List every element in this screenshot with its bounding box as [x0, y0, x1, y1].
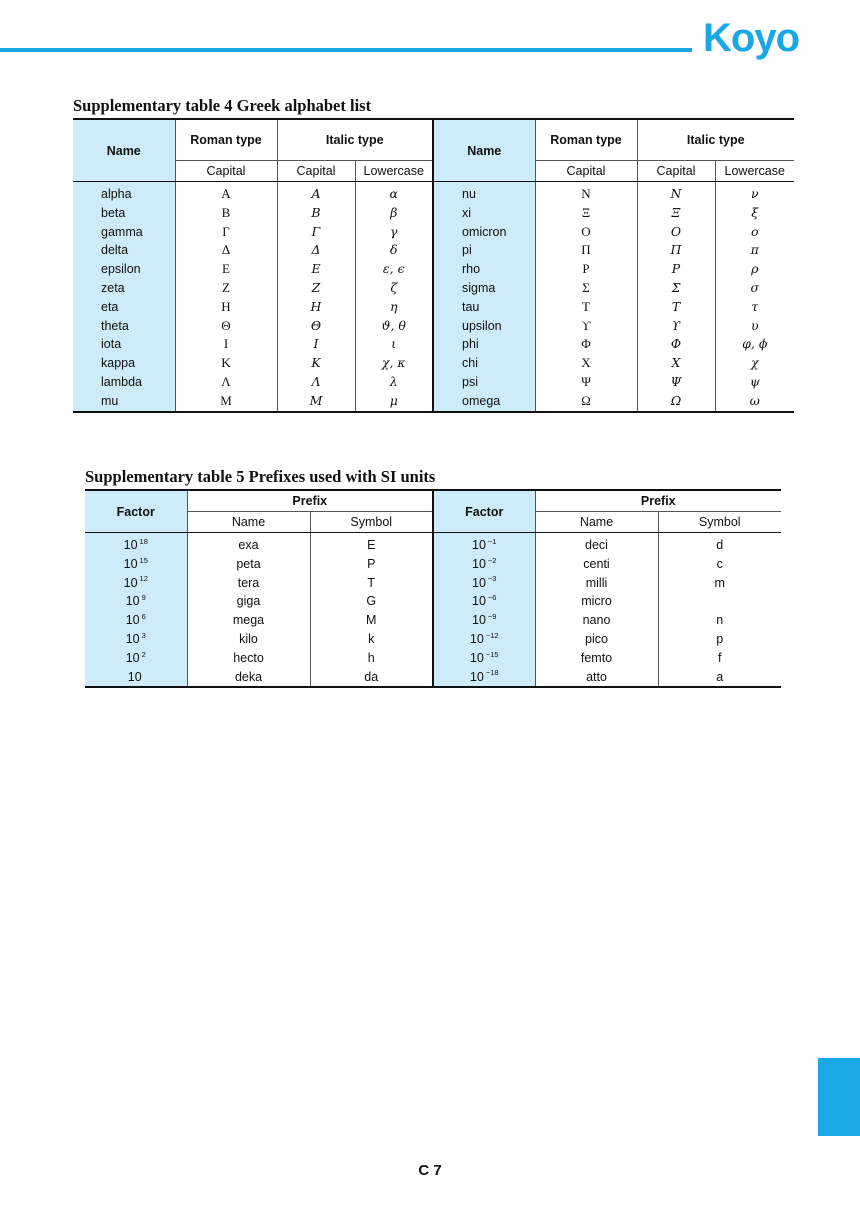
italic-capital: Ι [277, 335, 355, 354]
table-row [73, 260, 794, 279]
factor-base: 10 [125, 650, 140, 665]
roman-capital: Τ [535, 298, 637, 317]
factor-base: 10 [469, 669, 484, 684]
italic-lowercase: ρ [715, 260, 794, 279]
greek-letter-name: rho [433, 260, 535, 279]
header-italic-type: Italic type [637, 119, 794, 161]
italic-lowercase: ω [715, 392, 794, 412]
italic-lowercase: τ [715, 298, 794, 317]
prefix-symbol: c [658, 555, 781, 574]
header-prefix: Prefix [535, 490, 781, 512]
italic-capital: Δ [277, 241, 355, 260]
italic-lowercase: ψ [715, 373, 794, 392]
italic-capital: Π [637, 241, 715, 260]
italic-lowercase: χ [715, 354, 794, 373]
factor-exponent: 15 [139, 555, 148, 565]
factor-base: 10 [469, 650, 484, 665]
italic-capital: Ω [637, 392, 715, 412]
si-table-title: Supplementary table 5 Prefixes used with SI units [85, 467, 436, 486]
roman-capital: Ζ [175, 279, 277, 298]
header-factor: Factor [85, 490, 187, 533]
italic-capital: Τ [637, 298, 715, 317]
roman-capital: ϒ [535, 317, 637, 336]
factor-base: 10 [123, 538, 138, 552]
italic-capital: Ζ [277, 279, 355, 298]
table-row [85, 611, 781, 630]
factor-exponent: −2 [487, 555, 497, 565]
italic-capital: Γ [277, 223, 355, 242]
greek-letter-name: xi [433, 204, 535, 223]
roman-capital: Ε [175, 260, 277, 279]
prefix-symbol: M [310, 611, 433, 630]
factor-base: 10 [472, 594, 486, 609]
prefix-symbol: G [310, 592, 433, 611]
prefix-symbol: P [310, 555, 433, 574]
italic-capital: Η [277, 298, 355, 317]
header-name: Name [433, 119, 535, 182]
italic-lowercase: ξ [715, 204, 794, 223]
factor-exponent: −1 [487, 536, 497, 546]
italic-capital: Θ [277, 317, 355, 336]
roman-capital: Ν [535, 182, 637, 204]
prefix-symbol [658, 592, 781, 611]
factor-base: 10 [125, 594, 140, 609]
italic-lowercase: β [355, 204, 433, 223]
italic-lowercase: ϑ, θ [355, 317, 433, 336]
prefix-symbol: a [658, 668, 781, 688]
factor-base: 10 [125, 631, 140, 646]
prefix-name: exa [187, 533, 310, 555]
table-row [85, 574, 781, 593]
table-row [73, 335, 794, 354]
prefix-name: kilo [187, 630, 310, 649]
table-row [73, 223, 794, 242]
factor-cell [433, 555, 535, 574]
greek-letter-name: eta [73, 298, 175, 317]
italic-lowercase: γ [355, 223, 433, 242]
header-prefix-symbol: Symbol [658, 512, 781, 533]
factor-exponent: −6 [487, 593, 497, 603]
greek-letter-name: alpha [73, 182, 175, 204]
factor-exponent: 12 [139, 574, 148, 584]
greek-alphabet-table [73, 118, 794, 413]
roman-capital: Λ [175, 373, 277, 392]
greek-letter-name: zeta [73, 279, 175, 298]
italic-capital: Ν [637, 182, 715, 204]
header-lowercase: Lowercase [715, 161, 794, 182]
header-name: Name [73, 119, 175, 182]
prefix-symbol: n [658, 611, 781, 630]
roman-capital: Η [175, 298, 277, 317]
factor-exponent: −12 [485, 630, 499, 640]
table-row [73, 354, 794, 373]
roman-capital: Μ [175, 392, 277, 412]
italic-capital: Ε [277, 260, 355, 279]
prefix-name: deka [187, 668, 310, 688]
italic-capital: Μ [277, 392, 355, 412]
header-prefix-symbol: Symbol [310, 512, 433, 533]
italic-lowercase: ε, ϵ [355, 260, 433, 279]
factor-cell [85, 533, 187, 555]
italic-capital: Λ [277, 373, 355, 392]
greek-table-title: Supplementary table 4 Greek alphabet list [73, 96, 372, 115]
factor-cell [85, 630, 187, 649]
prefix-name: tera [187, 574, 310, 593]
factor-cell [433, 668, 535, 688]
roman-capital: Β [175, 204, 277, 223]
factor-exponent: −3 [487, 574, 497, 584]
factor-cell [85, 668, 187, 688]
prefix-name: peta [187, 555, 310, 574]
roman-capital: Δ [175, 241, 277, 260]
factor-base: 10 [472, 613, 486, 628]
prefix-name: femto [535, 649, 658, 668]
roman-capital: Ω [535, 392, 637, 412]
header-capital: Capital [277, 161, 355, 182]
greek-letter-name: upsilon [433, 317, 535, 336]
roman-capital: Ο [535, 223, 637, 242]
italic-capital: Σ [637, 279, 715, 298]
roman-capital: Ψ [535, 373, 637, 392]
header-capital: Capital [175, 161, 277, 182]
table-row [73, 182, 794, 204]
roman-capital: Ξ [535, 204, 637, 223]
prefix-symbol: da [310, 668, 433, 688]
greek-letter-name: mu [73, 392, 175, 412]
italic-capital: ϒ [637, 317, 715, 336]
prefix-symbol: p [658, 630, 781, 649]
prefix-symbol: d [658, 533, 781, 555]
greek-letter-name: epsilon [73, 260, 175, 279]
roman-capital: Α [175, 182, 277, 204]
italic-lowercase: λ [355, 373, 433, 392]
table-row [85, 592, 781, 611]
italic-capital: Κ [277, 354, 355, 373]
factor-exponent: 9 [141, 593, 146, 603]
greek-letter-name: gamma [73, 223, 175, 242]
table-row [85, 668, 781, 688]
italic-lowercase: ο [715, 223, 794, 242]
header-capital: Capital [637, 161, 715, 182]
italic-capital: Χ [637, 354, 715, 373]
header-italic-type: Italic type [277, 119, 433, 161]
factor-cell [433, 649, 535, 668]
italic-capital: Ο [637, 223, 715, 242]
greek-letter-name: beta [73, 204, 175, 223]
italic-lowercase: η [355, 298, 433, 317]
table-row [73, 204, 794, 223]
greek-letter-name: lambda [73, 373, 175, 392]
header-roman-type: Roman type [175, 119, 277, 161]
factor-exponent: −15 [485, 649, 499, 659]
prefix-name: atto [535, 668, 658, 688]
greek-letter-name: delta [73, 241, 175, 260]
greek-letter-name: phi [433, 335, 535, 354]
header-capital: Capital [535, 161, 637, 182]
italic-lowercase: ν [715, 182, 794, 204]
italic-lowercase: υ [715, 317, 794, 336]
greek-letter-name: psi [433, 373, 535, 392]
prefix-symbol: E [310, 533, 433, 555]
italic-lowercase: δ [355, 241, 433, 260]
factor-base: 10 [472, 556, 486, 571]
header-roman-type: Roman type [535, 119, 637, 161]
header-lowercase: Lowercase [355, 161, 433, 182]
factor-exponent: −18 [485, 668, 499, 678]
table-row [73, 241, 794, 260]
factor-cell [85, 611, 187, 630]
factor-base: 10 [123, 575, 138, 590]
factor-exponent: 3 [141, 630, 146, 640]
header-prefix-name: Name [535, 512, 658, 533]
prefix-symbol: h [310, 649, 433, 668]
factor-base: 10 [125, 613, 140, 628]
factor-cell [433, 533, 535, 555]
factor-base: 10 [472, 575, 486, 590]
factor-cell [433, 630, 535, 649]
header-factor: Factor [433, 490, 535, 533]
italic-capital: Ψ [637, 373, 715, 392]
italic-lowercase: μ [355, 392, 433, 412]
italic-capital: Α [277, 182, 355, 204]
factor-exponent: 2 [141, 649, 146, 659]
italic-lowercase: π [715, 241, 794, 260]
roman-capital: Φ [535, 335, 637, 354]
header-rule [0, 48, 692, 52]
prefix-name: mega [187, 611, 310, 630]
page-number: C 7 [418, 1162, 442, 1179]
factor-cell [85, 555, 187, 574]
factor-cell [85, 592, 187, 611]
table-row [85, 533, 781, 555]
prefix-name: pico [535, 630, 658, 649]
table-row [73, 279, 794, 298]
factor-cell [85, 649, 187, 668]
table-row [85, 555, 781, 574]
factor-cell [433, 592, 535, 611]
greek-letter-name: iota [73, 335, 175, 354]
roman-capital: Θ [175, 317, 277, 336]
italic-capital: Ξ [637, 204, 715, 223]
italic-capital: Ρ [637, 260, 715, 279]
koyo-logo: Koyo [703, 16, 799, 60]
factor-cell [433, 611, 535, 630]
factor-base: 10 [472, 538, 486, 552]
header-prefix: Prefix [187, 490, 433, 512]
roman-capital: Π [535, 241, 637, 260]
prefix-symbol: T [310, 574, 433, 593]
italic-lowercase: ι [355, 335, 433, 354]
italic-lowercase: ζ [355, 279, 433, 298]
roman-capital: Ρ [535, 260, 637, 279]
greek-letter-name: pi [433, 241, 535, 260]
table-row [85, 630, 781, 649]
factor-base: 10 [123, 556, 138, 571]
factor-exponent: −9 [487, 612, 497, 622]
greek-letter-name: theta [73, 317, 175, 336]
roman-capital: Σ [535, 279, 637, 298]
header-prefix-name: Name [187, 512, 310, 533]
roman-capital: Ι [175, 335, 277, 354]
table-row [73, 373, 794, 392]
prefix-name: centi [535, 555, 658, 574]
factor-base: 10 [127, 669, 142, 684]
table-row [73, 392, 794, 412]
factor-cell [85, 574, 187, 593]
prefix-name: milli [535, 574, 658, 593]
prefix-name: giga [187, 592, 310, 611]
greek-letter-name: kappa [73, 354, 175, 373]
italic-capital: Φ [637, 335, 715, 354]
table-row [73, 317, 794, 336]
factor-exponent: 6 [141, 612, 146, 622]
greek-letter-name: sigma [433, 279, 535, 298]
greek-letter-name: tau [433, 298, 535, 317]
greek-letter-name: omicron [433, 223, 535, 242]
prefix-symbol: m [658, 574, 781, 593]
greek-letter-name: omega [433, 392, 535, 412]
factor-base: 10 [469, 631, 484, 646]
greek-letter-name: chi [433, 354, 535, 373]
si-prefix-table [85, 489, 781, 688]
prefix-name: nano [535, 611, 658, 630]
table-row [85, 649, 781, 668]
roman-capital: Γ [175, 223, 277, 242]
roman-capital: Χ [535, 354, 637, 373]
factor-exponent: 18 [139, 536, 148, 546]
greek-letter-name: nu [433, 182, 535, 204]
italic-lowercase: χ, κ [355, 354, 433, 373]
prefix-symbol: f [658, 649, 781, 668]
prefix-name: micro [535, 592, 658, 611]
italic-lowercase: σ [715, 279, 794, 298]
table-row [73, 298, 794, 317]
italic-lowercase: α [355, 182, 433, 204]
italic-lowercase: φ, ϕ [715, 335, 794, 354]
factor-cell [433, 574, 535, 593]
prefix-name: hecto [187, 649, 310, 668]
section-tab [818, 1058, 860, 1136]
prefix-symbol: k [310, 630, 433, 649]
italic-capital: Β [277, 204, 355, 223]
prefix-name: deci [535, 533, 658, 555]
roman-capital: Κ [175, 354, 277, 373]
